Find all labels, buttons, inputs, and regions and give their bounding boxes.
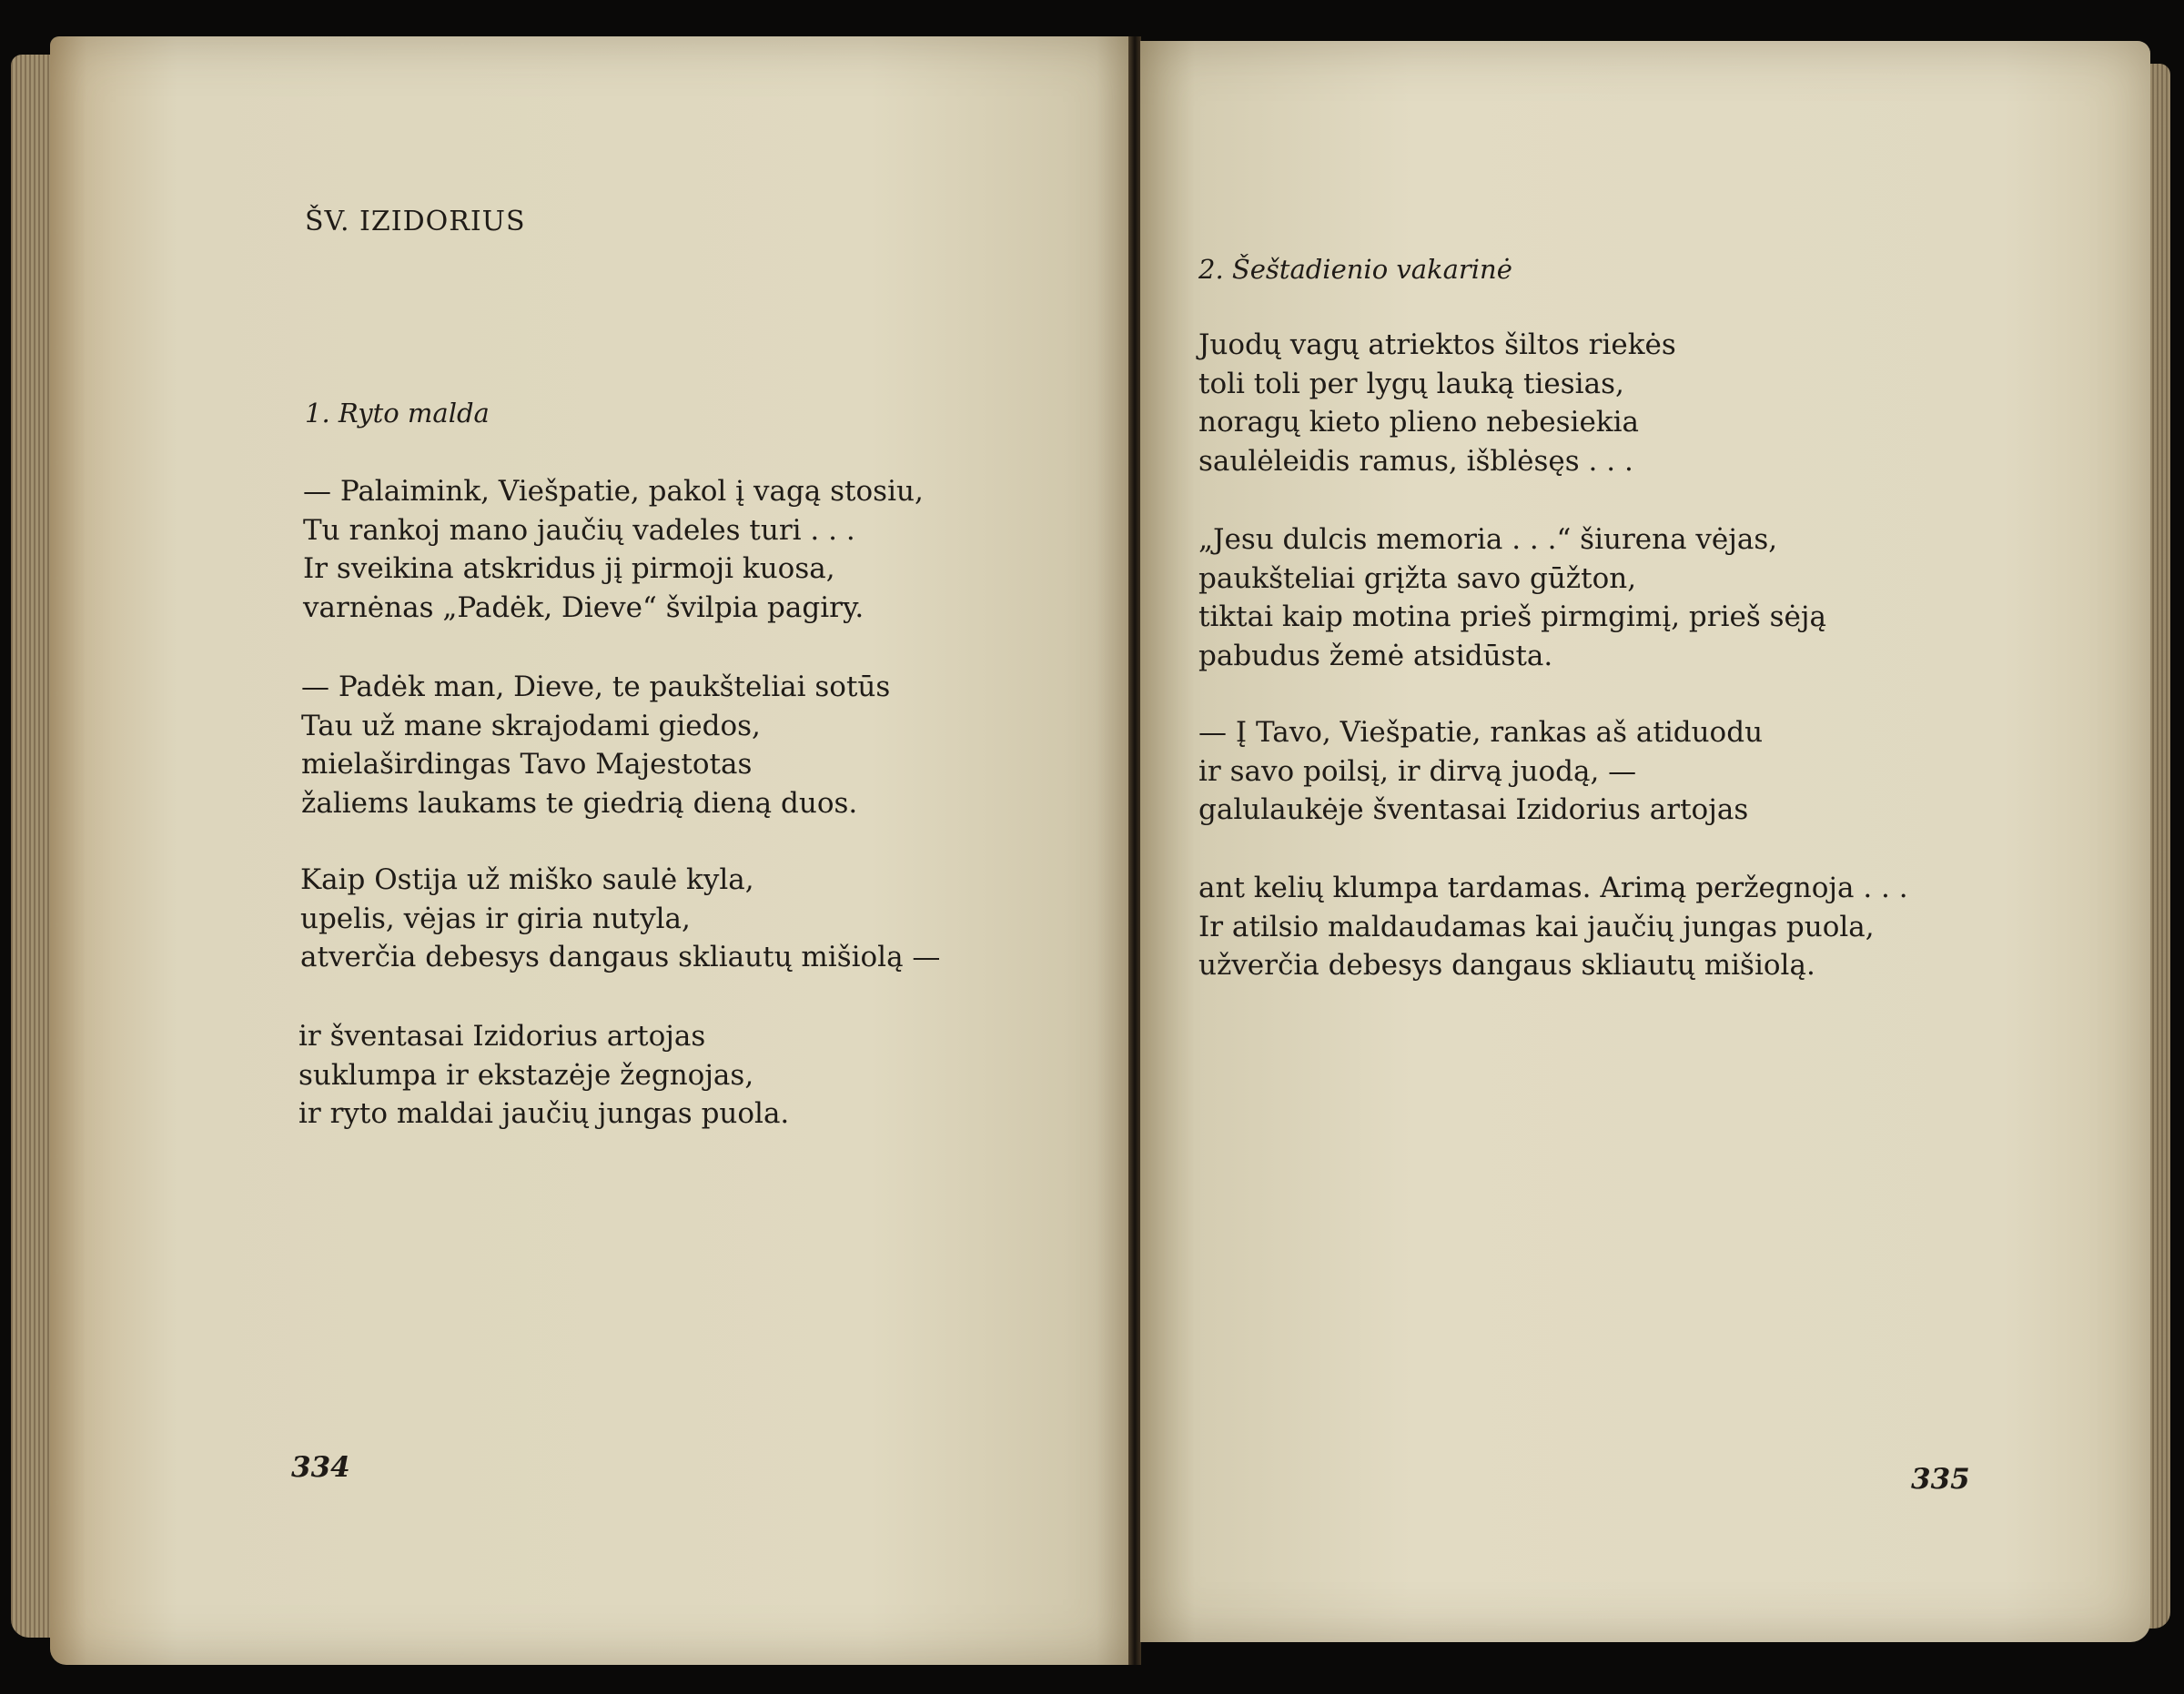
right-stanza-1: Juodų vagų atriektos šiltos riekės toli toli per lygų lauką tiesias, noragų kieto plieno nebesiekia saulėleidis ramus, išblėsęs . . . xyxy=(1198,328,1676,478)
right-page xyxy=(1140,41,2150,1642)
left-section-title: 1. Ryto malda xyxy=(305,398,490,429)
left-stanza-2: — Padėk man, Dieve, te paukšteliai sotūs Tau už mane skrajodami giedos, mielaširdingas Tavo Majestotas žaliems laukams te giedrią dieną duos. xyxy=(301,671,891,820)
left-stanza-1: — Palaimink, Viešpatie, pakol į vagą stosiu, Tu rankoj mano jaučių vadeles turi . . . Ir sveikina atskridus jį pirmoji kuosa, varnėnas „Padėk, Dieve“ švilpia pagiry. xyxy=(303,475,924,624)
right-stanza-3: — Į Tavo, Viešpatie, rankas aš atiduodu ir savo poilsį, ir dirvą juodą, — galulaukėje šventasai Izidorius artojas xyxy=(1198,716,1764,826)
right-stanza-4: ant kelių klumpa tardamas. Arimą peržegnoja . . . Ir atilsio maldaudamas kai jaučių jungas puola, užverčia debesys dangaus skliautų mišiolą. xyxy=(1198,872,1908,982)
left-stanza-4: ir šventasai Izidorius artojas suklumpa ir ekstazėje žegnojas, ir ryto maldai jaučių jungas puola. xyxy=(298,1020,790,1130)
right-page-number: 335 xyxy=(1911,1463,1970,1496)
right-stanza-2: „Jesu dulcis memoria . . .“ šiurena vėjas, paukšteliai grįžta savo gūžton, tiktai kaip motina prieš pirmgimį, prieš sėją pabudus žemė atsidūsta. xyxy=(1198,523,1826,672)
right-section-title: 2. Šeštadienio vakarinė xyxy=(1198,254,1512,285)
poem-title: ŠV. IZIDORIUS xyxy=(305,206,526,237)
left-page-number: 334 xyxy=(291,1451,350,1484)
left-stanza-3: Kaip Ostija už miško saulė kyla, upelis, vėjas ir giria nutyla, atverčia debesys dangaus skliautų mišiolą — xyxy=(300,863,941,973)
book-gutter xyxy=(1128,36,1141,1665)
left-page xyxy=(50,36,1128,1665)
